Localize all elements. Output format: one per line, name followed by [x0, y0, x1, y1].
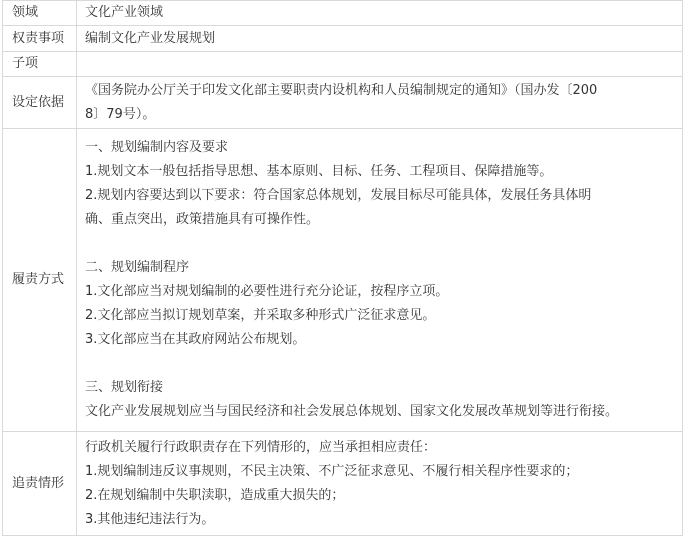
method-section1-item2-line1: 2.规划内容要达到以下要求：符合国家总体规划，发展目标尽可能具体，发展任务具体明: [85, 188, 592, 203]
value-basis: [77, 77, 683, 129]
method-section3-text: 文化产业发展规划应当与国民经济和社会发展总体规划、国家文化发展改革规划等进行衔接。: [85, 404, 619, 419]
label-method: 履责方式: [3, 129, 77, 432]
accountability-item3: 3.其他违纪违法行为。: [85, 511, 215, 527]
accountability-item1: 1.规划编制违反议事规则，不民主决策、不广泛征求意见、不履行相关程序性要求的；: [85, 463, 579, 479]
method-section2-item2: 2.文化部应当拟订规划草案，并采取多种形式广泛征求意见。: [85, 308, 436, 323]
row-accountability: [3, 432, 683, 536]
label-domain: 领域: [3, 1, 77, 26]
duty-table: [2, 0, 683, 536]
row-method: [3, 129, 683, 432]
basis-line-2: 8〕79号）。: [85, 106, 156, 122]
method-section1-item1: 1.规划文本一般包括指导思想、基本原则、目标、任务、工程项目、保障措施等。: [85, 164, 553, 179]
method-section2-item1: 1.文化部应当对规划编制的必要性进行充分论证，按程序立项。: [85, 284, 449, 299]
row-basis: [3, 77, 683, 129]
spacer: [85, 232, 674, 256]
value-domain: 文化产业领域: [77, 1, 683, 26]
label-subitem: 子项: [3, 52, 77, 77]
accountability-intro: 行政机关履行行政职责存在下列情形的，应当承担相应责任：: [85, 439, 437, 455]
value-accountability: [77, 432, 683, 536]
row-matter: [3, 26, 683, 52]
spacer: [85, 352, 674, 376]
value-method: [77, 129, 683, 432]
accountability-item2: 2.在规划编制中失职渎职，造成重大损失的；: [85, 487, 345, 503]
label-basis: 设定依据: [3, 77, 77, 129]
method-section3-heading: 三、规划衔接: [85, 380, 164, 395]
value-subitem: [77, 52, 683, 77]
basis-line-1: 《国务院办公厅关于印发文化部主要职责内设机构和人员编制规定的通知》（国办发〔200: [85, 82, 598, 98]
method-section2-heading: 二、规划编制程序: [85, 260, 190, 275]
value-matter: 编制文化产业发展规划: [77, 26, 683, 52]
method-section1-item2-line2: 确、重点突出，政策措施具有可操作性。: [85, 212, 320, 227]
method-section1-heading: 一、规划编制内容及要求: [85, 140, 229, 155]
label-matter: 权责事项: [3, 26, 77, 52]
row-domain: [3, 1, 683, 26]
label-accountability: 追责情形: [3, 432, 77, 536]
method-section2-item3: 3.文化部应当在其政府网站公布规划。: [85, 332, 306, 347]
row-subitem: [3, 52, 683, 77]
